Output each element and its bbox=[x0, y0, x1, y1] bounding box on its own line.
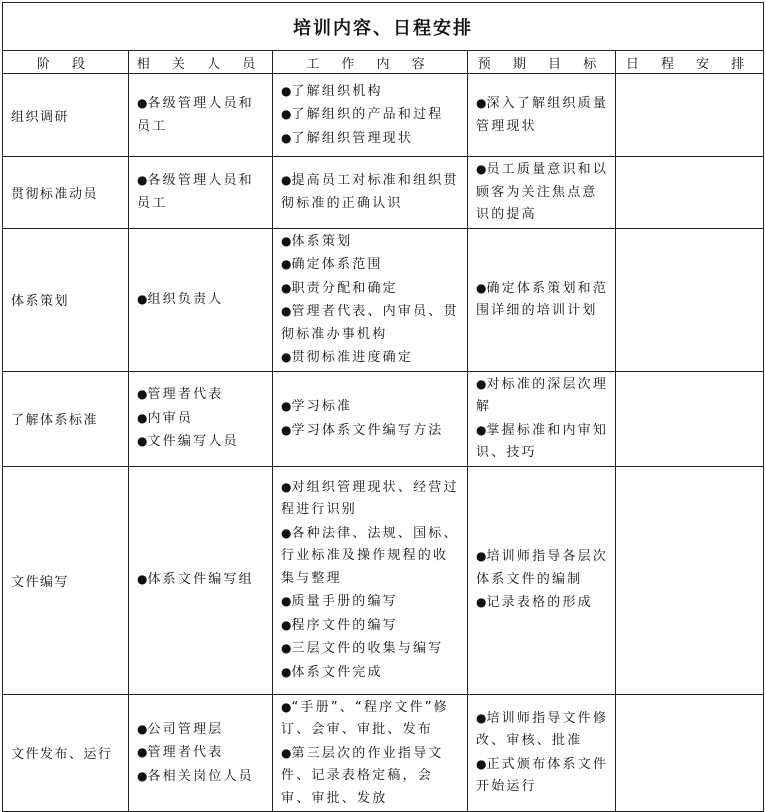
stage-cell: 文件编写 bbox=[3, 466, 129, 694]
list-item: ●三层文件的收集与编写 bbox=[281, 641, 444, 657]
bullet-icon: ● bbox=[137, 572, 148, 587]
list-item: ●“手册”、“程序文件”修订、会审、审批、发布 bbox=[281, 699, 449, 737]
people-cell bbox=[129, 371, 273, 466]
bullet-icon: ● bbox=[137, 721, 148, 736]
list-item: ●程序文件的编写 bbox=[281, 617, 398, 633]
bullet-icon: ● bbox=[281, 617, 292, 632]
list-item: ●各相关岗位人员 bbox=[137, 768, 254, 784]
list-item: ●了解组织管理现状 bbox=[281, 130, 414, 146]
bullet-icon: ● bbox=[281, 130, 292, 145]
bullet-icon: ● bbox=[281, 173, 292, 188]
goals-cell bbox=[468, 371, 616, 466]
list-item: ●各级管理人员和员工 bbox=[137, 96, 254, 134]
table-title: 培训内容、日程安排 bbox=[3, 3, 764, 51]
list-item: ●提高员工对标准和组织贯彻标准的正确认识 bbox=[281, 173, 459, 211]
list-item: ●第三层次的作业指导文件、记录表格定稿，会审、审批、发放 bbox=[281, 745, 444, 806]
table-row bbox=[3, 74, 764, 157]
list-item: ●体系策划 bbox=[281, 233, 353, 249]
stage-cell: 组织调研 bbox=[3, 74, 129, 157]
schedule-cell bbox=[616, 157, 764, 229]
bullet-icon: ● bbox=[137, 434, 148, 449]
work-cell bbox=[273, 371, 468, 466]
header-work: 工 作 内 容 bbox=[273, 51, 468, 74]
list-item: ●管理者代表 bbox=[137, 387, 224, 403]
list-item: ●对组织管理现状、经营过程进行识别 bbox=[281, 479, 459, 518]
bullet-icon: ● bbox=[137, 291, 148, 306]
schedule-cell bbox=[616, 466, 764, 694]
list-item: ●培训师指导各层次体系文件的编制 bbox=[476, 549, 609, 587]
work-cell bbox=[273, 694, 468, 812]
bullet-icon: ● bbox=[281, 107, 292, 122]
list-item: ●了解组织的产品和过程 bbox=[281, 107, 444, 123]
bullet-icon: ● bbox=[281, 350, 292, 364]
bullet-icon: ● bbox=[281, 257, 292, 271]
list-item: ●掌握标准和内审知识、技巧 bbox=[476, 422, 609, 460]
list-item: ●各种法律、法规、国标、行业标准及操作规程的收集与整理 bbox=[281, 525, 459, 586]
stage-cell: 了解体系标准 bbox=[3, 371, 129, 466]
list-item: ●深入了解组织质量管理现状 bbox=[476, 96, 609, 134]
list-item: ●正式颁布体系文件开始运行 bbox=[476, 756, 609, 795]
bullet-icon: ● bbox=[137, 387, 148, 402]
bullet-icon: ● bbox=[281, 83, 292, 98]
bullet-icon: ● bbox=[281, 233, 292, 248]
table-row bbox=[3, 371, 764, 466]
list-item: ●员工质量意识和以顾客为关注焦点意识的提高 bbox=[476, 162, 609, 222]
list-item: ●学习体系文件编写方法 bbox=[281, 422, 444, 438]
bullet-icon: ● bbox=[281, 304, 292, 318]
bullet-icon: ● bbox=[281, 699, 292, 714]
schedule-cell bbox=[616, 228, 764, 371]
people-cell bbox=[129, 157, 273, 229]
list-item: ●记录表格的形成 bbox=[476, 595, 593, 611]
work-cell bbox=[273, 228, 468, 371]
bullet-icon: ● bbox=[281, 525, 292, 540]
list-item: ●职责分配和确定 bbox=[281, 280, 398, 296]
bullet-icon: ● bbox=[281, 422, 292, 437]
list-item: ●管理者代表 bbox=[137, 745, 224, 760]
bullet-icon: ● bbox=[281, 745, 292, 760]
header-people: 相 关 人 员 bbox=[129, 51, 273, 74]
bullet-icon: ● bbox=[137, 745, 148, 759]
list-item: ●了解组织机构 bbox=[281, 83, 383, 99]
bullet-icon: ● bbox=[281, 479, 292, 494]
bullet-icon: ● bbox=[281, 594, 292, 609]
bullet-icon: ● bbox=[476, 549, 487, 564]
header-row bbox=[3, 51, 764, 74]
bullet-icon: ● bbox=[137, 410, 148, 425]
goals-cell bbox=[468, 466, 616, 694]
bullet-icon: ● bbox=[281, 664, 292, 679]
stage-cell: 文件发布、运行 bbox=[3, 694, 129, 812]
goals-cell bbox=[468, 157, 616, 229]
people-cell bbox=[129, 228, 273, 371]
header-stage: 阶 段 bbox=[3, 51, 129, 74]
goals-cell bbox=[468, 74, 616, 157]
bullet-icon: ● bbox=[476, 162, 487, 176]
people-cell bbox=[129, 74, 273, 157]
bullet-icon: ● bbox=[476, 96, 487, 110]
people-cell bbox=[129, 694, 273, 812]
bullet-icon: ● bbox=[476, 595, 487, 610]
list-item: ●文件编写人员 bbox=[137, 434, 239, 450]
schedule-cell bbox=[616, 74, 764, 157]
list-item: ●公司管理层 bbox=[137, 721, 224, 737]
list-item: ●体系文件编写组 bbox=[137, 572, 254, 588]
bullet-icon: ● bbox=[476, 756, 487, 771]
work-cell bbox=[273, 74, 468, 157]
list-item: ●各级管理人员和员工 bbox=[137, 173, 254, 211]
list-item: ●贯彻标准进度确定 bbox=[281, 350, 414, 365]
list-item: ●内审员 bbox=[137, 410, 194, 426]
people-cell bbox=[129, 466, 273, 694]
list-item: ●组织负责人 bbox=[137, 291, 224, 307]
training-schedule-table bbox=[2, 2, 764, 812]
list-item: ●确定体系范围 bbox=[281, 257, 383, 272]
table-row bbox=[3, 157, 764, 229]
table-row bbox=[3, 228, 764, 371]
bullet-icon: ● bbox=[476, 710, 487, 725]
schedule-cell bbox=[616, 694, 764, 812]
bullet-icon: ● bbox=[476, 376, 487, 391]
table-row bbox=[3, 466, 764, 694]
header-goals: 预 期 目 标 bbox=[468, 51, 616, 74]
bullet-icon: ● bbox=[281, 399, 292, 413]
list-item: ●管理者代表、内审员、贯彻标准办事机构 bbox=[281, 304, 459, 342]
goals-cell bbox=[468, 228, 616, 371]
list-item: ●确定体系策划和范围详细的培训计划 bbox=[476, 280, 609, 318]
bullet-icon: ● bbox=[476, 280, 487, 295]
bullet-icon: ● bbox=[137, 173, 148, 188]
bullet-icon: ● bbox=[476, 422, 487, 437]
stage-cell: 体系策划 bbox=[3, 228, 129, 371]
list-item: ●体系文件完成 bbox=[281, 664, 383, 680]
list-item: ●质量手册的编写 bbox=[281, 594, 398, 610]
bullet-icon: ● bbox=[137, 768, 148, 783]
list-item: ●学习标准 bbox=[281, 399, 353, 414]
bullet-icon: ● bbox=[281, 641, 292, 656]
stage-cell: 贯彻标准动员 bbox=[3, 157, 129, 229]
header-schedule: 日 程 安 排 bbox=[616, 51, 764, 74]
list-item: ●培训师指导文件修改、审核、批准 bbox=[476, 710, 609, 749]
work-cell bbox=[273, 157, 468, 229]
goals-cell bbox=[468, 694, 616, 812]
work-cell bbox=[273, 466, 468, 694]
table-row bbox=[3, 694, 764, 812]
schedule-cell bbox=[616, 371, 764, 466]
bullet-icon: ● bbox=[137, 96, 148, 110]
bullet-icon: ● bbox=[281, 280, 292, 295]
list-item: ●对标准的深层次理解 bbox=[476, 376, 609, 414]
